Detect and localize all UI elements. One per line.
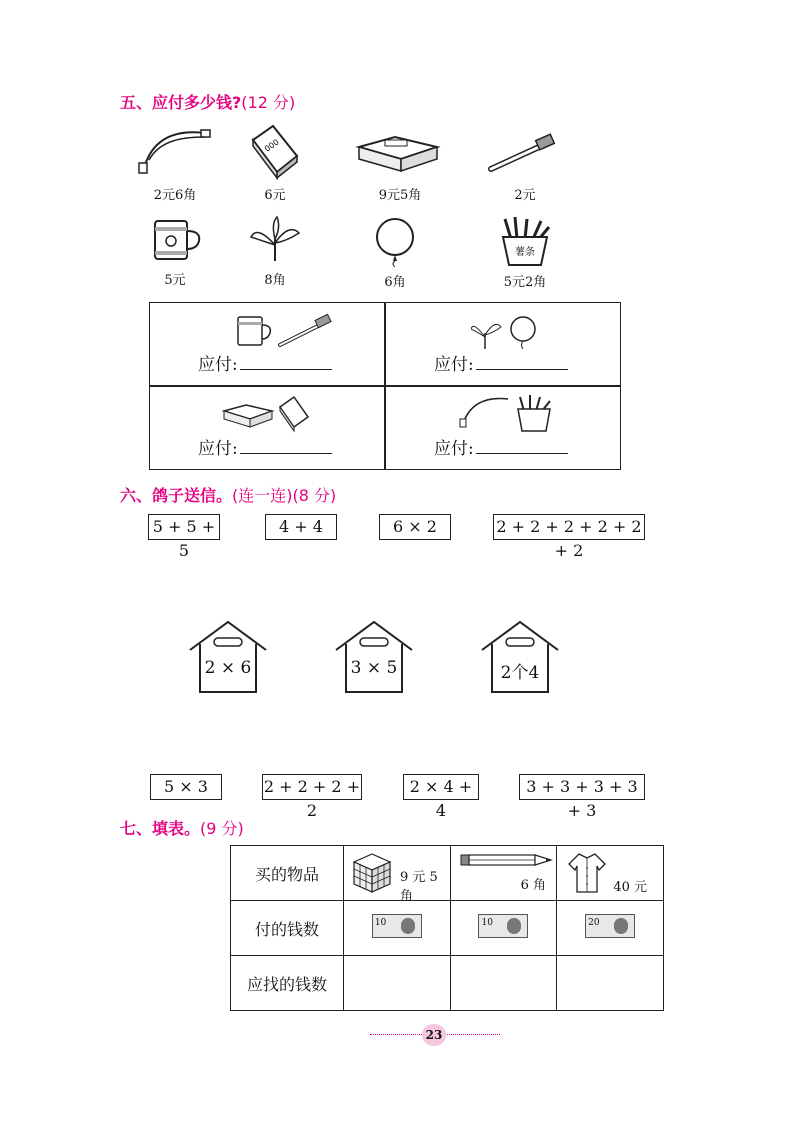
item-fries <box>470 215 580 290</box>
answer-blank[interactable] <box>476 453 568 454</box>
mug-toothbrush-icons <box>230 313 340 351</box>
price-label: 6角 <box>384 275 406 290</box>
section6-title: 六、鸽子送信。(连一连)(8 分) <box>120 486 337 505</box>
cell-pencilbox-notebook <box>150 387 384 469</box>
expression-box[interactable]: 2 + 2 + 2 + 2 + 2 + 2 <box>493 514 645 540</box>
cell-lanyard-fries <box>386 387 620 469</box>
banknote-icon <box>478 914 528 938</box>
banknote-icon <box>585 914 635 938</box>
item-mug <box>120 215 230 288</box>
item-plant <box>220 215 330 288</box>
goods-cell <box>557 846 664 901</box>
toothbrush-icon <box>485 125 565 180</box>
house-icon <box>334 618 414 694</box>
item-lanyard <box>120 125 230 203</box>
lanyard-icon <box>135 125 215 180</box>
paid-cell <box>344 901 451 956</box>
mailbox-house[interactable] <box>480 618 560 694</box>
house-label: 3 × 5 <box>350 658 398 678</box>
paid-cell <box>557 901 664 956</box>
price-label: 6元 <box>264 188 286 203</box>
balloon-icon <box>365 215 425 267</box>
change-cell[interactable] <box>344 956 451 1011</box>
expression-box[interactable]: 5 + 5 + 5 <box>148 514 220 540</box>
price-label: 5元2角 <box>503 275 547 290</box>
expression-box[interactable]: 6 × 2 <box>379 514 451 540</box>
mailbox-house[interactable] <box>188 618 268 694</box>
fries-icon <box>495 215 555 267</box>
banknote-icon <box>372 914 422 938</box>
paid-cell <box>450 901 557 956</box>
pencil-box-icon <box>355 125 445 180</box>
answer-blank[interactable] <box>240 453 332 454</box>
row-label: 应找的钱数 <box>231 956 344 1011</box>
pencil-icon <box>459 852 555 868</box>
item-toothbrush <box>470 125 580 203</box>
row-label: 付的钱数 <box>231 901 344 956</box>
section7-title: 七、填表。(9 分) <box>120 819 244 838</box>
mailbox-house[interactable] <box>334 618 414 694</box>
goods-cell <box>344 846 451 904</box>
change-cell[interactable] <box>557 956 664 1011</box>
item-balloon <box>340 215 450 290</box>
fries-label: 薯条 <box>515 247 535 258</box>
answer-grid <box>149 302 621 470</box>
banknote-value: 20 <box>588 918 600 928</box>
cell-plant-balloon <box>386 303 620 385</box>
change-cell[interactable] <box>450 956 557 1011</box>
price-label: 5元 <box>164 273 186 288</box>
expression-box[interactable]: 3 + 3 + 3 + 3 + 3 <box>519 774 645 800</box>
price-label: 2元6角 <box>153 188 197 203</box>
mug-icon <box>145 215 205 265</box>
page-number-area <box>370 1024 500 1046</box>
cell-mug-toothbrush <box>150 303 384 385</box>
svg-text:000: 000 <box>262 137 281 154</box>
item-notebook <box>220 122 330 203</box>
expression-box[interactable]: 2 × 4 + 4 <box>403 774 479 800</box>
house-label: 2个4 <box>500 663 540 683</box>
house-label: 2 × 6 <box>204 658 252 678</box>
goods-price: 6 角 <box>520 878 547 893</box>
expression-box[interactable]: 5 × 3 <box>150 774 222 800</box>
goods-price: 40 元 <box>613 880 647 895</box>
banknote-value: 10 <box>481 918 493 928</box>
answer-blank[interactable] <box>240 369 332 370</box>
section5-title: 五、应付多少钱?(12 分) <box>120 93 296 112</box>
house-icon <box>188 618 268 694</box>
plant-icon <box>245 215 305 265</box>
goods-cell <box>450 846 557 901</box>
goods-price: 9 元 5 角 <box>400 870 438 904</box>
pay-line: 应付: <box>434 350 568 375</box>
plant-balloon-icons <box>471 313 551 353</box>
item-pencil-box <box>345 125 455 203</box>
fill-table <box>230 845 664 1011</box>
shirt-icon <box>567 850 607 894</box>
expression-box[interactable]: 4 + 4 <box>265 514 337 540</box>
pay-line: 应付: <box>434 434 568 459</box>
price-label: 9元5角 <box>378 188 422 203</box>
price-label: 2元 <box>514 188 536 203</box>
row-label: 买的物品 <box>231 846 344 901</box>
expression-box[interactable]: 2 + 2 + 2 + 2 <box>262 774 362 800</box>
banknote-value: 10 <box>374 918 387 928</box>
rubiks-cube-icon <box>350 852 394 894</box>
price-label: 8角 <box>264 273 286 288</box>
answer-blank[interactable] <box>476 369 568 370</box>
notebook-icon <box>245 122 305 180</box>
pencilbox-notebook-icons <box>222 395 312 433</box>
page-number: 23 <box>422 1024 446 1046</box>
pay-line: 应付: <box>198 434 332 459</box>
lanyard-fries-icons <box>458 393 558 433</box>
pay-line: 应付: <box>198 350 332 375</box>
